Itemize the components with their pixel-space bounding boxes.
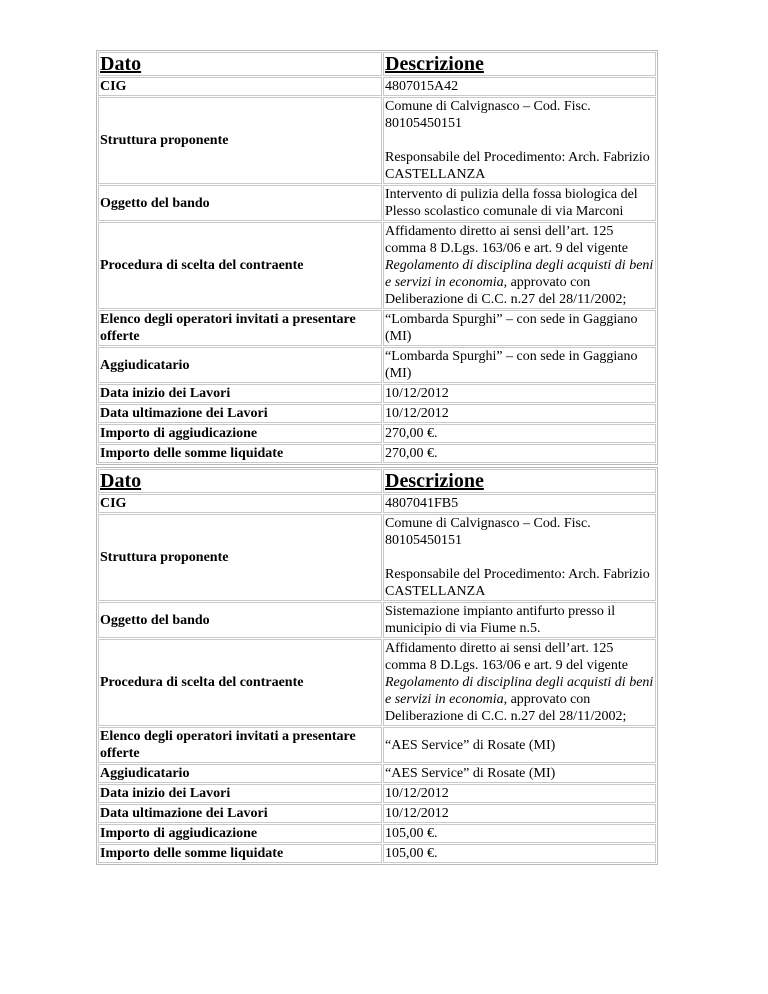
record-table-1 [96, 50, 658, 465]
value-cig: 4807015A42 [383, 77, 656, 96]
header-dato: Dato [98, 52, 382, 76]
label-oggetto: Oggetto del bando [98, 185, 382, 221]
struttura-comune: Comune di Calvignasco – Cod. Fisc. 80105450151 [385, 516, 591, 548]
value-data-ultimazione: 10/12/2012 [383, 804, 656, 823]
value-data-inizio: 10/12/2012 [383, 784, 656, 803]
value-aggiudicatario: “Lombarda Spurghi” – con sede in Gaggiano (MI) [383, 347, 656, 383]
value-oggetto: Intervento di pulizia della fossa biologica del Plesso scolastico comunale di via Marconi [383, 185, 656, 221]
row-elenco [98, 310, 656, 346]
header-row [98, 52, 656, 76]
value-importo-aggiudicazione: 105,00 €. [383, 824, 656, 843]
procedura-delibera: , approvato con Deliberazione di C.C. n.27 del 28/11/2002; [385, 275, 627, 307]
row-procedura [98, 639, 656, 726]
row-cig [98, 494, 656, 513]
row-oggetto [98, 602, 656, 638]
value-struttura [383, 97, 656, 184]
value-procedura [383, 639, 656, 726]
row-data-inizio [98, 784, 656, 803]
header-descrizione: Descrizione [383, 52, 656, 76]
label-aggiudicatario: Aggiudicatario [98, 764, 382, 783]
label-oggetto: Oggetto del bando [98, 602, 382, 638]
record-table-2 [96, 467, 658, 865]
row-data-ultimazione [98, 804, 656, 823]
row-struttura [98, 97, 656, 184]
header-dato: Dato [98, 469, 382, 493]
label-importo-aggiudicazione: Importo di aggiudicazione [98, 424, 382, 443]
row-importo-liquidate [98, 844, 656, 863]
value-aggiudicatario: “AES Service” di Rosate (MI) [383, 764, 656, 783]
label-data-inizio: Data inizio dei Lavori [98, 384, 382, 403]
value-elenco: “Lombarda Spurghi” – con sede in Gaggiano (MI) [383, 310, 656, 346]
row-oggetto [98, 185, 656, 221]
value-importo-aggiudicazione: 270,00 €. [383, 424, 656, 443]
value-data-inizio: 10/12/2012 [383, 384, 656, 403]
row-importo-aggiudicazione [98, 424, 656, 443]
header-row [98, 469, 656, 493]
struttura-comune: Comune di Calvignasco – Cod. Fisc. 80105450151 [385, 99, 591, 131]
label-importo-liquidate: Importo delle somme liquidate [98, 444, 382, 463]
value-data-ultimazione: 10/12/2012 [383, 404, 656, 423]
label-importo-aggiudicazione: Importo di aggiudicazione [98, 824, 382, 843]
value-procedura [383, 222, 656, 309]
label-procedura: Procedura di scelta del contraente [98, 222, 382, 309]
label-elenco: Elenco degli operatori invitati a presentare offerte [98, 727, 382, 763]
struttura-responsabile: Responsabile del Procedimento: Arch. Fabrizio CASTELLANZA [385, 567, 650, 599]
label-cig: CIG [98, 77, 382, 96]
label-importo-liquidate: Importo delle somme liquidate [98, 844, 382, 863]
row-procedura [98, 222, 656, 309]
row-struttura [98, 514, 656, 601]
row-aggiudicatario [98, 764, 656, 783]
row-data-ultimazione [98, 404, 656, 423]
value-oggetto: Sistemazione impianto antifurto presso il municipio di via Fiume n.5. [383, 602, 656, 638]
row-aggiudicatario [98, 347, 656, 383]
struttura-responsabile: Responsabile del Procedimento: Arch. Fabrizio CASTELLANZA [385, 150, 650, 182]
value-cig: 4807041FB5 [383, 494, 656, 513]
header-descrizione: Descrizione [383, 469, 656, 493]
procedura-regolamento: Regolamento di disciplina degli acquisti di beni e servizi in economia [385, 675, 654, 707]
row-data-inizio [98, 384, 656, 403]
label-elenco: Elenco degli operatori invitati a presentare offerte [98, 310, 382, 346]
label-procedura: Procedura di scelta del contraente [98, 639, 382, 726]
label-data-ultimazione: Data ultimazione dei Lavori [98, 804, 382, 823]
value-elenco: “AES Service” di Rosate (MI) [383, 727, 656, 763]
label-data-ultimazione: Data ultimazione dei Lavori [98, 404, 382, 423]
label-cig: CIG [98, 494, 382, 513]
label-struttura: Struttura proponente [98, 97, 382, 184]
label-data-inizio: Data inizio dei Lavori [98, 784, 382, 803]
row-importo-aggiudicazione [98, 824, 656, 843]
procedura-delibera: , approvato con Deliberazione di C.C. n.27 del 28/11/2002; [385, 692, 627, 724]
procedura-text: Affidamento diretto ai sensi dell’art. 125 comma 8 D.Lgs. 163/06 e art. 9 del vigente [385, 641, 628, 673]
row-importo-liquidate [98, 444, 656, 463]
value-importo-liquidate: 105,00 €. [383, 844, 656, 863]
procedura-text: Affidamento diretto ai sensi dell’art. 125 comma 8 D.Lgs. 163/06 e art. 9 del vigente [385, 224, 628, 256]
label-struttura: Struttura proponente [98, 514, 382, 601]
row-cig [98, 77, 656, 96]
value-importo-liquidate: 270,00 €. [383, 444, 656, 463]
row-elenco [98, 727, 656, 763]
procedura-regolamento: Regolamento di disciplina degli acquisti di beni e servizi in economia [385, 258, 654, 290]
value-struttura [383, 514, 656, 601]
label-aggiudicatario: Aggiudicatario [98, 347, 382, 383]
